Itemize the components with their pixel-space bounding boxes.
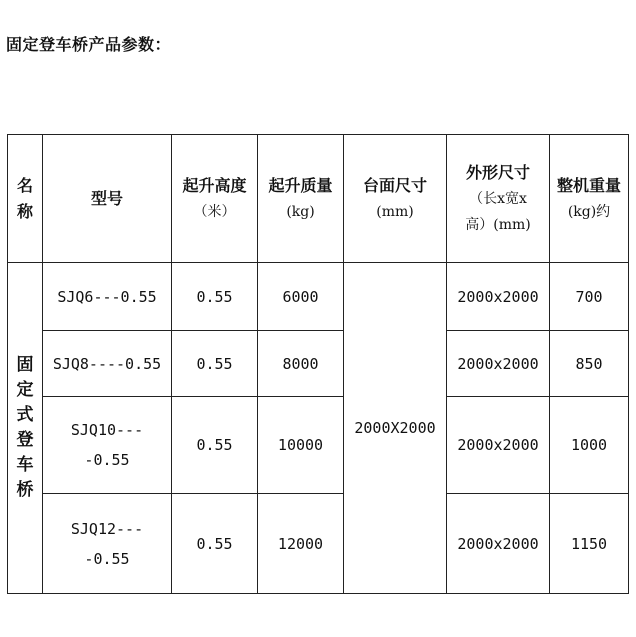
overall-size-cell: 2000x2000 <box>447 397 550 494</box>
model-cell: SJQ10--- -0.55 <box>43 397 172 494</box>
page-heading: 固定登车桥产品参数： <box>6 35 172 54</box>
product-spec-table <box>7 134 629 594</box>
weight-cell: 1000 <box>550 397 629 494</box>
overall-size-cell: 2000x2000 <box>447 331 550 397</box>
lift-height-cell: 0.55 <box>172 494 258 594</box>
model-cell: SJQ8----0.55 <box>43 331 172 397</box>
header-model: 型号 <box>43 135 172 263</box>
weight-cell: 850 <box>550 331 629 397</box>
header-name: 名 称 <box>8 135 43 263</box>
header-platform-size: 台面尺寸 (mm) <box>344 135 447 263</box>
header-overall-size: 外形尺寸 （长x宽x 高）(mm) <box>447 135 550 263</box>
header-weight: 整机重量 (kg)约 <box>550 135 629 263</box>
weight-cell: 700 <box>550 263 629 331</box>
header-lift-mass: 起升质量 (kg) <box>258 135 344 263</box>
overall-size-cell: 2000x2000 <box>447 263 550 331</box>
model-cell: SJQ12--- -0.55 <box>43 494 172 594</box>
lift-mass-cell: 8000 <box>258 331 344 397</box>
overall-size-cell: 2000x2000 <box>447 494 550 594</box>
lift-mass-cell: 12000 <box>258 494 344 594</box>
lift-height-cell: 0.55 <box>172 331 258 397</box>
model-cell: SJQ6---0.55 <box>43 263 172 331</box>
product-name-cell: 固 定 式 登 车 桥 <box>8 263 43 594</box>
table-header-row <box>8 135 629 263</box>
table-row <box>8 331 629 397</box>
weight-cell: 1150 <box>550 494 629 594</box>
table-row <box>8 263 629 331</box>
lift-height-cell: 0.55 <box>172 397 258 494</box>
lift-mass-cell: 6000 <box>258 263 344 331</box>
lift-height-cell: 0.55 <box>172 263 258 331</box>
table-row <box>8 397 629 494</box>
lift-mass-cell: 10000 <box>258 397 344 494</box>
table-row <box>8 494 629 594</box>
platform-size-cell: 2000X2000 <box>344 263 447 594</box>
header-lift-height: 起升高度 （米） <box>172 135 258 263</box>
